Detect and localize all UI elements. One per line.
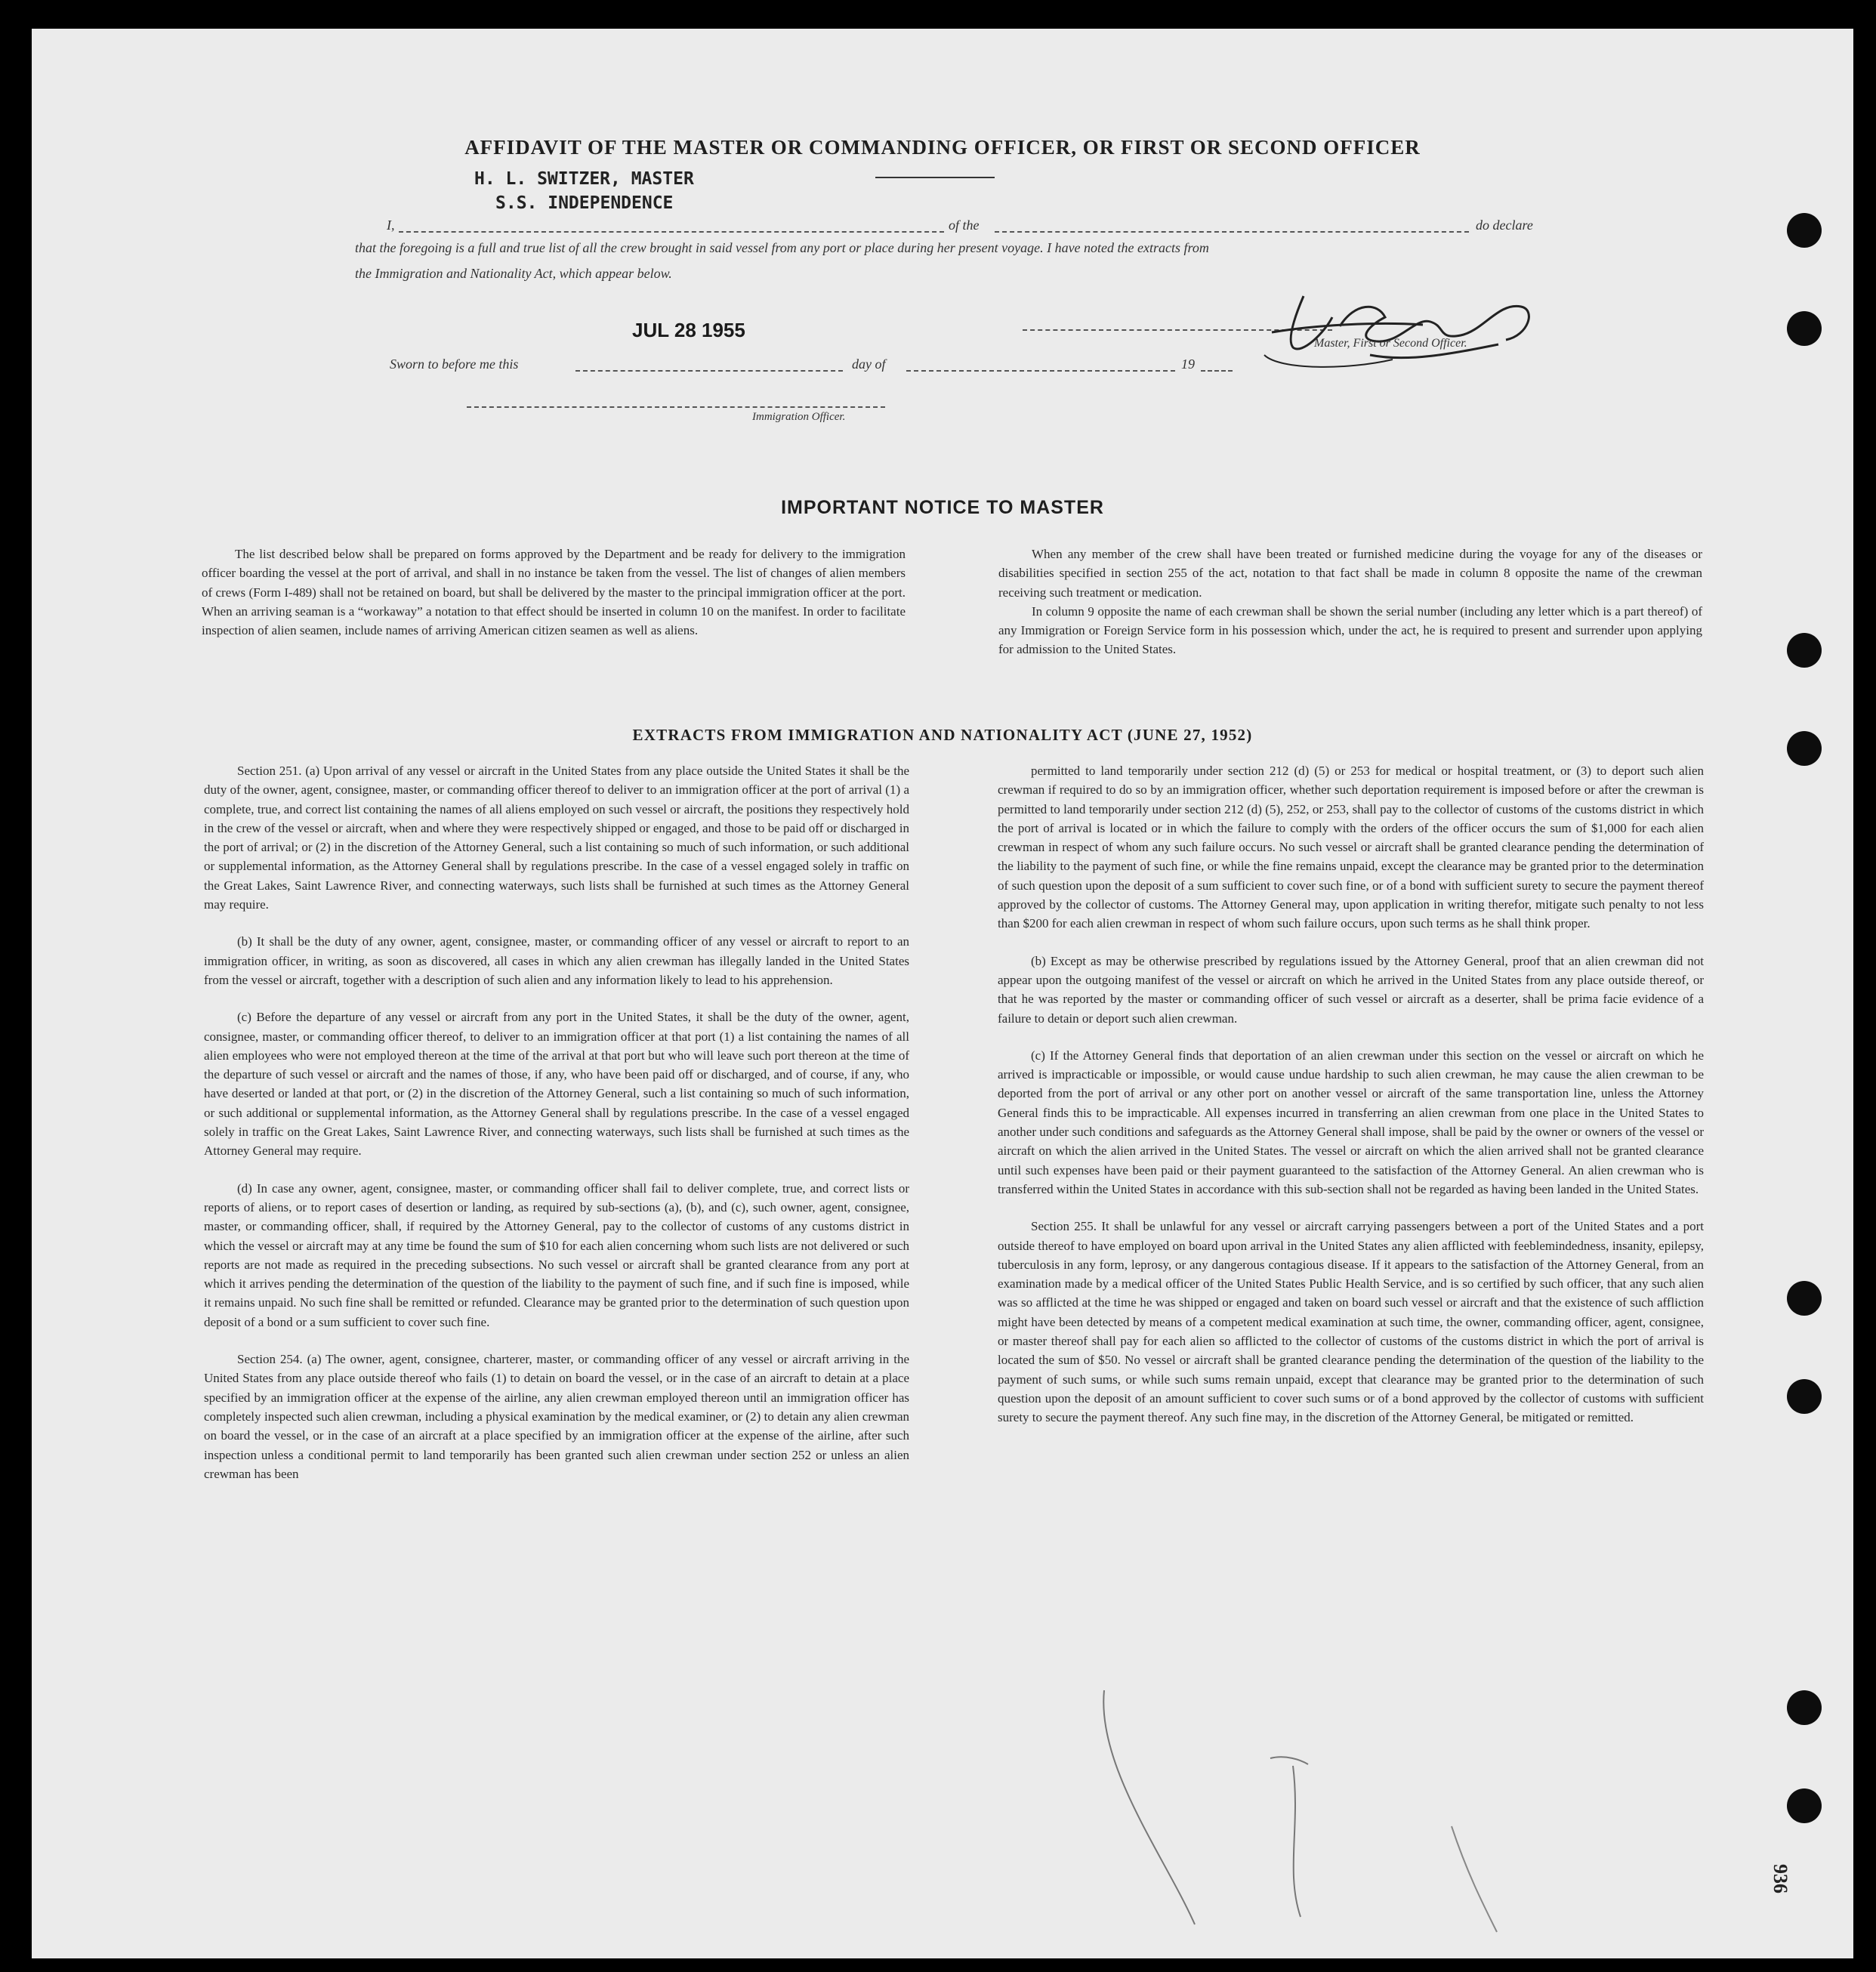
punch-hole bbox=[1787, 1690, 1822, 1725]
notice-right-column bbox=[998, 545, 1702, 677]
affidavit-title: AFFIDAVIT OF THE MASTER OR COMMANDING OFFICER, OR FIRST OR SECOND OFFICER bbox=[464, 136, 1421, 159]
punch-hole bbox=[1787, 213, 1822, 248]
extract-paragraph: (c) If the Attorney General finds that deportation of an alien crewman under this section on the vessel or aircraft on which he arrived is impracticable or impossible, or would cause undue hardship to such alien crewman, he may cause the alien crewman to be deported from the port of arrival or any other port on another vessel or aircraft of the same transportation line, unless the Attorney General finds this to be impracticable. All expenses incurred in transferring an alien crewman from one place in the United States to another under such conditions and safeguards as the Attorney General shall impose, shall be paid by the owner or owners of the vessel or aircraft on which the alien arrived in the United States. The vessel or aircraft on which the alien arrived shall not be granted clearance until such expenses have been paid or their payment guaranteed to the satisfaction of the Attorney General. An alien crewman who is transferred within the United States in accordance with this sub-section shall not be regarded as having been landed in the United States. bbox=[998, 1048, 1704, 1196]
vessel-blank bbox=[995, 231, 1469, 233]
extract-paragraph: Section 255. It shall be unlawful for any vessel or aircraft carrying passengers between a port of the United States and a port outside thereof to have employed on board upon arrival in the United States any alien afflicted with feeblemindedness, insanity, epilepsy, tuberculosis in any form, leprosy, or any dangerous contagious disease. If it appears to the satisfaction of the Attorney General, from an examination made by a medical officer of the United States Public Health Service, and is so certified by such officer, that any such alien was so afflicted at the time he was shipped or engaged and taken on board such vessel or aircraft and that the existence of such affliction might have been detected by means of a competent medical examination at such time, the owner, commanding officer, agent, consignee, or master thereof shall pay for each alien so afflicted to the collector of customs of the customs district in which the port of arrival is located the sum of $50. No vessel or aircraft shall be granted clearance pending the determination of the question of the liability to the payment of such sums, or while such sums remain unpaid, except that clearance may be granted prior to the determination of such question upon the deposit of an amount sufficient to cover such sums or of a bond approved by the collector of customs with sufficient surety to secure the payment thereof. Any such fine may, in the discretion of the Attorney General, be mitigated or remitted. bbox=[998, 1219, 1704, 1425]
notice-paragraph: In column 9 opposite the name of each crewman shall be shown the serial number (including any letter which is a part thereof) of any Immigration or Foreign Service form in his possession which, under the act, he is required to present and surrender upon applying for admission to the United States. bbox=[998, 603, 1702, 657]
punch-hole bbox=[1787, 731, 1822, 766]
extracts-right-column bbox=[998, 761, 1704, 1446]
signature bbox=[1257, 272, 1574, 370]
do-declare-label: do declare bbox=[1476, 218, 1533, 233]
notice-paragraph: The list described below shall be prepared on forms approved by the Department and be ready for delivery to the immigration officer boarding the vessel at the port of arrival, and shall in no instance be taken from the vessel. The list of changes of alien members of crews (Form I-489) shall not be retained on board, but shall be delivered by the master to the principal immigration officer at the port. When an arriving seaman is a “workaway” a notation to that effect should be inserted in column 10 on the manifest. In order to facilitate inspection of alien seamen, include names of arriving American citizen seamen as well as aliens. bbox=[202, 547, 906, 638]
declaration-line-end: the Immigration and Nationality Act, which appear below. bbox=[355, 266, 672, 281]
extract-paragraph: (c) Before the departure of any vessel or aircraft from any port in the United States, it shall be the duty of the owner, agent, consignee, master, or commanding officer thereof, to deliver to an immigration officer at that port (1) a list containing the names of all alien employees who were not employed thereon at the time of the arrival at that port but who will leave such port thereon at the time of the departure of such vessel or aircraft and the names of those, if any, who have been paid off or discharged, and of course, if any, who have deserted or landed at that port, or (2) in the discretion of the Attorney General, such a list containing so much of such information, or such additional or supplemental information, as the Attorney General shall by regulations prescribe. In the case of a vessel engaged solely in traffic on the Great Lakes, Saint Lawrence River, and connecting waterways, such lists shall be furnished at such times as the Attorney General may require. bbox=[204, 1010, 909, 1159]
year-blank bbox=[1201, 370, 1233, 372]
extract-paragraph: (d) In case any owner, agent, consignee, master, or commanding officer shall fail to deliver complete, true, and correct lists or reports of aliens, or to report cases of desertion or landing, as required by sub-sections (a), (b), and (c), such owner, agent, consignee, master, or commanding officer, shall, if required by the Attorney General, pay to the collector of customs of any customs district in which the vessel or aircraft may at any time be found the sum of $10 for each alien concerning whom such lists are not delivered or such reports are not made as required in the preceding subsections. No such vessel or aircraft shall be granted clearance from any port at which it arrives pending the determination of the question of the liability to the payment of such fine, and if such fine is imposed, while it remains unpaid. No such fine shall be remitted or refunded. Clearance may be granted prior to the determination of such question upon deposit of a bond or a sum sufficient to cover such fine. bbox=[204, 1180, 909, 1329]
punch-hole bbox=[1787, 1788, 1822, 1823]
typed-vessel-name: S.S. INDEPENDENCE bbox=[495, 193, 674, 213]
signature-caption: Master, First or Second Officer. bbox=[1314, 337, 1467, 350]
extract-paragraph: permitted to land temporarily under section 212 (d) (5) or 253 for medical or hospital treatment, or (3) to deport such alien crewman if required to do so by an immigration officer, whether such deportation requirement is imposed before or after the crewman is permitted to land temporarily under section 212 (d) (5), 252, or 253, shall pay to the collector of customs of the customs district in which the port of arrival is located or in which the failure to comply with the orders of the officer occurs the sum of $1,000 for each alien crewman in respect of whom any such failure occurs. No such vessel or aircraft shall be granted clearance pending the determination of the liability to the payment of such fine, or while the fine remains unpaid, except the clearance may be granted prior to the determination of such question upon the deposit of a sum sufficient to cover such fine, or of a bond with sufficient surety to secure the payment thereof approved by the collector of customs. The Attorney General may, upon application in writing therefor, mitigate such penalty to not less than $200 for each alien crewman in respect of whom such failure occurs, upon such terms as he shall think proper. bbox=[998, 764, 1704, 931]
immigration-officer-label: Immigration Officer. bbox=[752, 411, 846, 423]
of-the-label: of the bbox=[949, 218, 980, 233]
title-rule bbox=[875, 177, 995, 178]
extract-paragraph: Section 254. (a) The owner, agent, consignee, charterer, master, or commanding officer of any vessel or aircraft arriving in the United States from any place outside thereof who fails (1) to detain on board the vessel, or in the case of an aircraft to detain at a place specified by an immigration officer at the expense of the airline, any alien crewman employed thereon until an immigration officer has completely inspected such alien crewman, including a physical examination by the medical examiner, or (2) to detain any alien crewman on board the vessel, or in the case of an aircraft at a place specified by an immigration officer at the expense of the airline, after such inspection unless a conditional permit to land temporarily has been granted such alien crewman under section 252 or unless an alien crewman has been bbox=[204, 1352, 909, 1481]
page-number: 936 bbox=[1770, 1864, 1791, 1893]
immigration-officer-blank bbox=[467, 406, 885, 408]
sworn-label: Sworn to before me this bbox=[390, 356, 519, 372]
notice-heading: IMPORTANT NOTICE TO MASTER bbox=[781, 497, 1104, 518]
date-stamp: JUL 28 1955 bbox=[632, 319, 745, 341]
punch-hole bbox=[1787, 633, 1822, 668]
notice-left-column bbox=[202, 545, 906, 658]
extracts-heading: EXTRACTS FROM IMMIGRATION AND NATIONALITY ACT (JUNE 27, 1952) bbox=[632, 726, 1253, 744]
extracts-left-column bbox=[204, 761, 909, 1501]
typed-master-name: H. L. SWITZER, MASTER bbox=[474, 169, 694, 189]
declare-i-label: I, bbox=[387, 218, 395, 233]
notice-paragraph: When any member of the crew shall have been treated or furnished medicine during the voyage for any of the diseases or disabilities specified in section 255 of the act, notation to that fact shall be made in column 8 opposite the name of the crewman receiving such treatment or medication. bbox=[998, 547, 1702, 600]
extract-paragraph: Section 251. (a) Upon arrival of any vessel or aircraft in the United States from any place outside the United States it shall be the duty of the owner, agent, consignee, master, or commanding officer thereof to deliver to an immigration officer at the port of arrival (1) a complete, true, and correct list containing the names of all aliens employed on such vessel or aircraft, the positions they respectively hold in the crew of the vessel or aircraft, when and where they were respectively shipped or engaged, and those to be paid off or discharged in the port of arrival; or (2) in the discretion of the Attorney General, such a list containing so much of such information, or such additional or supplemental information, as the Attorney General shall by regulations prescribe. In the case of a vessel engaged solely in traffic on the Great Lakes, Saint Lawrence River, and connecting waterways, such lists shall be furnished at such times as the Attorney General may require. bbox=[204, 764, 909, 912]
extract-paragraph: (b) It shall be the duty of any owner, agent, consignee, master, or commanding officer of any vessel or aircraft to report to an immigration officer, in writing, as soon as discovered, all cases in which any alien crewman has illegally landed in the United States from the vessel or aircraft, together with a description of such alien and any information likely to lead to his apprehension. bbox=[204, 934, 909, 987]
punch-hole bbox=[1787, 311, 1822, 346]
day-of-label: day of bbox=[852, 356, 886, 372]
sworn-day-blank bbox=[575, 370, 843, 372]
pencil-marks bbox=[1074, 1675, 1603, 1947]
punch-hole bbox=[1787, 1379, 1822, 1414]
year-prefix: 19 bbox=[1181, 356, 1195, 372]
document-page bbox=[32, 29, 1853, 1958]
extract-paragraph: (b) Except as may be otherwise prescribed by regulations issued by the Attorney General, proof that an alien crewman did not appear upon the outgoing manifest of the vessel or aircraft on which he arrived in the United States from any place outside thereof, or that he was reported by the master or commanding officer of such vessel or aircraft as a deserter, shall be prima facie evidence of a failure to detain or deport such alien crewman. bbox=[998, 953, 1704, 1026]
punch-hole bbox=[1787, 1281, 1822, 1316]
sworn-month-blank bbox=[906, 370, 1175, 372]
declaration-line: that the foregoing is a full and true list of all the crew brought in said vessel from any port or place during her present voyage. I have noted the extracts from bbox=[355, 240, 1209, 255]
name-blank bbox=[399, 231, 944, 233]
